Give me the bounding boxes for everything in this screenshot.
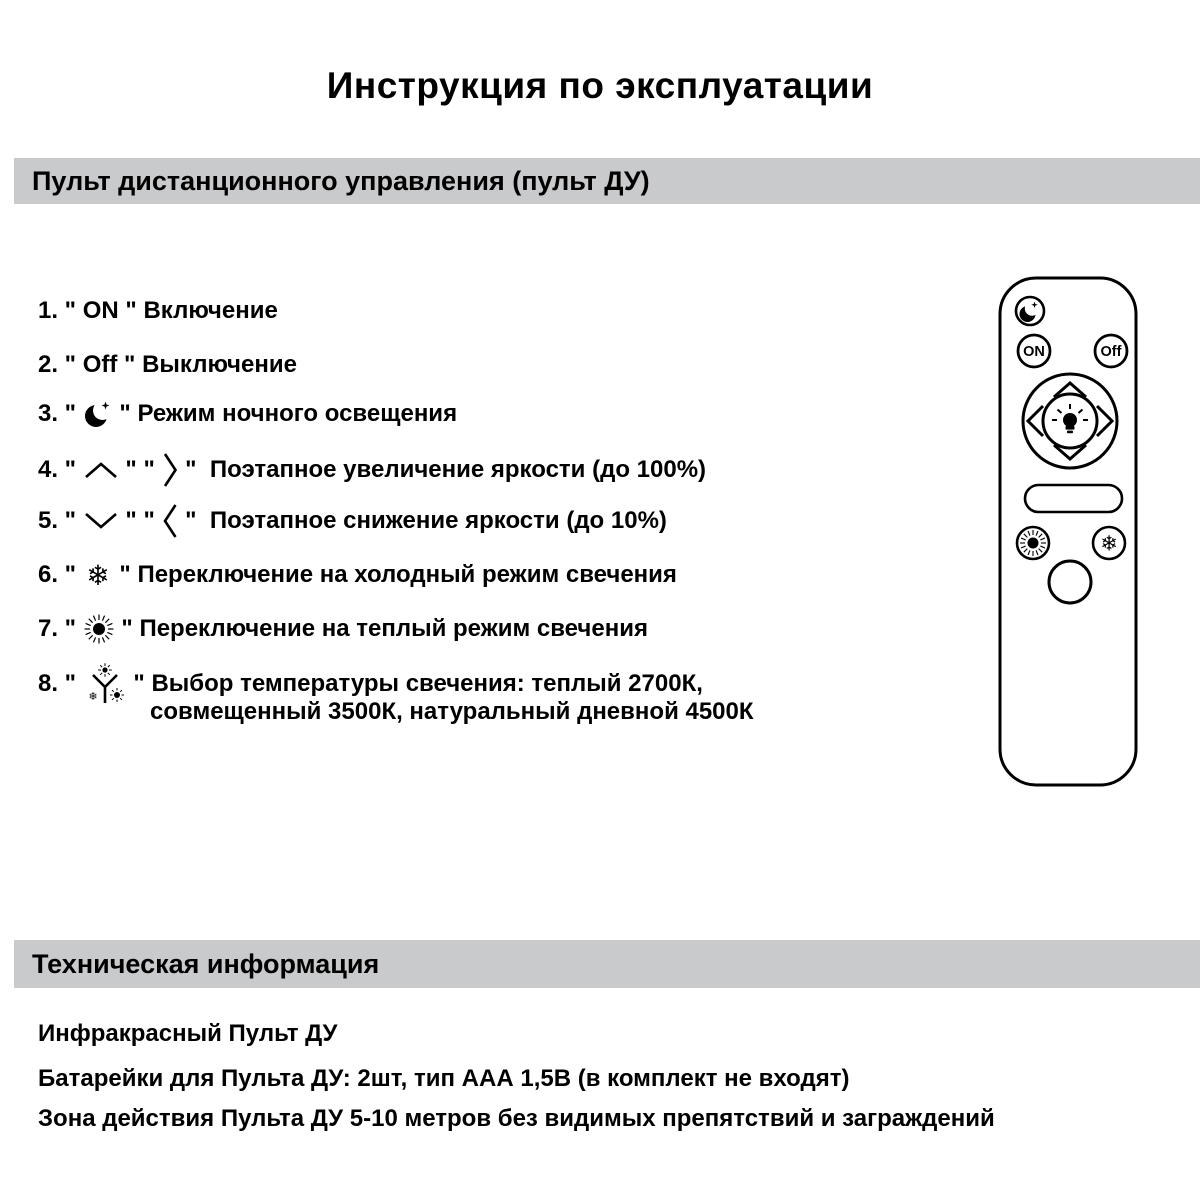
chevron-left-icon bbox=[162, 502, 179, 540]
instruction-item-5 bbox=[38, 501, 667, 541]
chevron-down-icon bbox=[83, 511, 119, 531]
section-heading-remote bbox=[14, 158, 1200, 204]
page-title: Инструкция по эксплуатации bbox=[326, 65, 874, 106]
brightness-dpad bbox=[1023, 374, 1117, 468]
instruction-text: 8. " bbox=[38, 670, 83, 697]
instruction-text: " Переключение на теплый режим свечения bbox=[114, 615, 648, 642]
cold-mode-button bbox=[1093, 527, 1125, 559]
moon-star-icon bbox=[83, 399, 113, 429]
instruction-text: " " bbox=[118, 507, 162, 534]
on-button-label: ON bbox=[1023, 344, 1045, 360]
cold-snowflake-icon: ❄ bbox=[1100, 531, 1118, 556]
instruction-item-1 bbox=[38, 291, 278, 331]
chevron-up-icon bbox=[83, 460, 119, 480]
instruction-item-3 bbox=[38, 394, 457, 434]
temp-select-icon bbox=[83, 663, 127, 705]
night-mode-button bbox=[1016, 297, 1044, 325]
snowflake-icon bbox=[83, 559, 113, 591]
section-heading-tech-label: Техническая информация bbox=[32, 948, 380, 979]
off-button bbox=[1095, 335, 1127, 367]
svg-text:❄: ❄ bbox=[86, 559, 110, 591]
pill-button bbox=[1025, 485, 1122, 512]
tech-info-line: Зона действия Пульта ДУ 5-10 метров без видимых препятствий и заграждений bbox=[38, 1105, 995, 1132]
instruction-text: 1. " ON " Включение bbox=[38, 297, 278, 324]
instruction-text: 5. " bbox=[38, 507, 83, 534]
tech-info-line: Батарейки для Пульта ДУ: 2шт, тип ААА 1,5В (в комплект не входят) bbox=[38, 1065, 850, 1092]
sun-icon bbox=[83, 613, 115, 645]
instruction-text: " Поэтапное снижение яркости (до 10%) bbox=[178, 507, 667, 534]
warm-sun-icon bbox=[1020, 530, 1046, 556]
instruction-text: " Поэтапное увеличение яркости (до 100%) bbox=[178, 456, 707, 483]
instruction-item-8-line2: совмещенный 3500К, натуральный дневной 4500К bbox=[150, 698, 754, 725]
instruction-item-6 bbox=[38, 555, 677, 595]
off-button-label: Off bbox=[1100, 344, 1122, 360]
on-button bbox=[1018, 335, 1050, 367]
instruction-text: 3. " bbox=[38, 400, 83, 427]
instruction-text: 2. " Off " Выключение bbox=[38, 351, 297, 378]
instruction-item-4 bbox=[38, 450, 706, 490]
chevron-right-icon bbox=[162, 451, 179, 489]
section-heading-remote-label: Пульт дистанционного управления (пульт ДУ) bbox=[32, 165, 650, 196]
instruction-text: " Режим ночного освещения bbox=[112, 400, 458, 427]
bottom-round-button bbox=[1049, 561, 1091, 603]
instruction-text: " Выбор температуры свечения: теплый 2700К, bbox=[126, 670, 703, 697]
warm-mode-button bbox=[1017, 527, 1049, 559]
tech-info-line: Инфракрасный Пульт ДУ bbox=[38, 1020, 338, 1047]
svg-text:❄: ❄ bbox=[88, 690, 98, 703]
instruction-text: " Переключение на холодный режим свечения bbox=[112, 561, 677, 588]
instruction-item-7 bbox=[38, 609, 648, 649]
instruction-text: 4. " bbox=[38, 456, 83, 483]
instruction-item-2 bbox=[38, 345, 297, 385]
section-heading-tech bbox=[14, 940, 1200, 988]
instruction-text: 6. " bbox=[38, 561, 83, 588]
remote-control-illustration bbox=[998, 276, 1140, 790]
instruction-text: 7. " bbox=[38, 615, 83, 642]
instruction-text: " " bbox=[118, 456, 162, 483]
